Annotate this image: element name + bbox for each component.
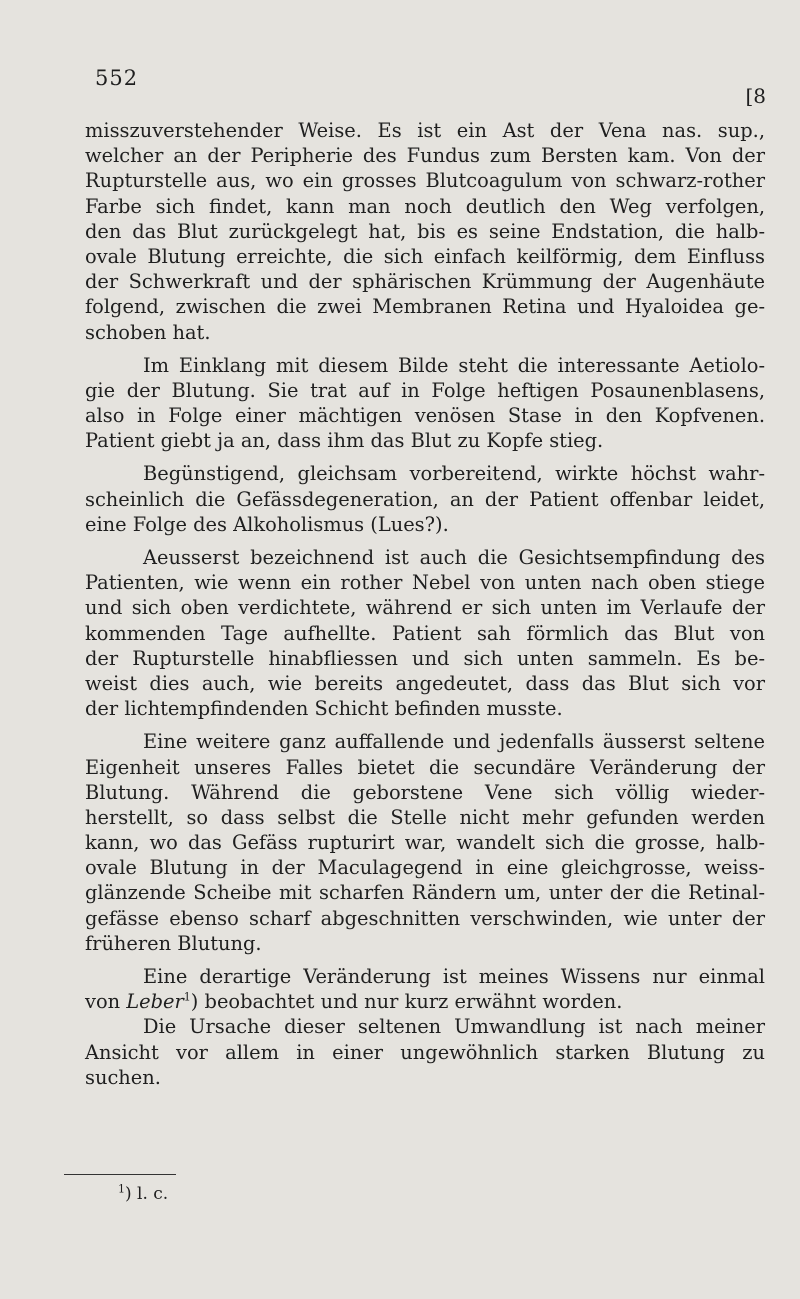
text-line: Ansicht vor allem in einer ungewöhnlich starken Blutung zu — [85, 1040, 765, 1064]
text-line: Die Ursache dieser seltenen Umwandlung ist nach meiner — [143, 1015, 765, 1039]
text-line: schoben hat. — [85, 320, 211, 344]
text-line: misszuverstehender Weise. Es ist ein Ast der Vena nas. sup., — [85, 119, 765, 142]
citation-before: von — [85, 990, 127, 1014]
text-line: welcher an der Peripherie des Fundus zum Bersten kam. Von der — [85, 144, 765, 168]
footnote-rule — [64, 1174, 176, 1175]
text-line: kann, wo das Gefäss rupturirt war, wandelt sich die grosse, halb- — [85, 831, 765, 855]
body-text — [85, 118, 765, 1090]
paragraph — [85, 353, 765, 454]
text-line: der lichtempfindenden Schicht befinden musste. — [85, 697, 563, 721]
text-line: glänzende Scheibe mit scharfen Rändern um, unter der die Retinal- — [85, 881, 765, 905]
text-line: Begünstigend, gleichsam vorbereitend, wirkte höchst wahr- — [143, 462, 765, 486]
text-line: der Schwerkraft und der sphärischen Krümmung der Augenhäute — [85, 270, 765, 294]
text-line: gefässe ebenso scharf abgeschnitten verschwinden, wie unter der — [85, 906, 765, 930]
text-line: Aeusserst bezeichnend ist auch die Gesichtsempfindung des — [143, 546, 765, 569]
page-number: 552 — [95, 66, 139, 90]
text-line: der Rupturstelle hinabfliessen und sich unten sammeln. Es be- — [85, 646, 765, 670]
text-line: Eine derartige Veränderung ist meines Wissens nur einmal — [143, 965, 765, 988]
paragraph — [85, 729, 765, 956]
text-line: also in Folge einer mächtigen venösen Stase in den Kopfvenen. — [85, 404, 765, 428]
paragraph — [85, 118, 765, 345]
footnote-mark: 1 — [118, 1182, 125, 1196]
text-line: Im Einklang mit diesem Bilde steht die interessante Aetiolo- — [143, 353, 765, 377]
text-line: Eine weitere ganz auffallende und jedenfalls äusserst seltene — [143, 730, 765, 754]
footnote-reference[interactable]: 1 — [183, 990, 191, 1004]
text-line: ovale Blutung in der Maculagegend in eine gleichgrosse, weiss- — [85, 856, 765, 880]
paragraph — [85, 964, 765, 1014]
paragraph — [85, 461, 765, 537]
paragraph — [85, 1014, 765, 1090]
footnote — [118, 1184, 168, 1204]
text-line: weist dies auch, wie bereits angedeutet, dass das Blut sich vor — [85, 671, 765, 695]
text-line: kommenden Tage aufhellte. Patient sah förmlich das Blut von — [85, 621, 765, 645]
text-line: den das Blut zurückgelegt hat, bis es seine Endstation, die halb- — [85, 219, 765, 243]
text-line: ovale Blutung erreichte, die sich einfach keilförmig, dem Einfluss — [85, 244, 765, 268]
text-line: Farbe sich findet, kann man noch deutlich den Weg verfolgen, — [85, 194, 765, 218]
cited-author: Leber — [126, 990, 184, 1014]
text-line: Eigenheit unseres Falles bietet die secundäre Veränderung der — [85, 755, 765, 779]
paragraph — [85, 545, 765, 721]
text-line: eine Folge des Alkoholismus (Lues?). — [85, 512, 449, 536]
text-line: suchen. — [85, 1065, 161, 1089]
text-line: und sich oben verdichtete, während er sich unten im Verlaufe der — [85, 596, 765, 620]
text-line: gie der Blutung. Sie trat auf in Folge heftigen Posaunenblasens, — [85, 378, 765, 402]
footnote-text: ) l. c. — [125, 1184, 169, 1204]
text-line: scheinlich die Gefässdegeneration, an der Patient offenbar leidet, — [85, 487, 765, 511]
text-line: Blutung. Während die geborstene Vene sich völlig wieder- — [85, 780, 765, 804]
text-line: herstellt, so dass selbst die Stelle nicht mehr gefunden werden — [85, 805, 765, 829]
text-line: Patient giebt ja an, dass ihm das Blut zu Kopfe stieg. — [85, 429, 604, 453]
text-line: folgend, zwischen die zwei Membranen Retina und Hyaloidea ge- — [85, 295, 765, 319]
text-line: früheren Blutung. — [85, 931, 262, 955]
text-line: Patienten, wie wenn ein rother Nebel von unten nach oben stiege — [85, 571, 765, 595]
citation-after: ) beobachtet und nur kurz erwähnt worden. — [190, 990, 623, 1014]
text-line-with-citation — [85, 989, 765, 1014]
signature-mark: [8 — [745, 84, 766, 108]
text-line: Rupturstelle aus, wo ein grosses Blutcoagulum von schwarz-rother — [85, 169, 765, 193]
